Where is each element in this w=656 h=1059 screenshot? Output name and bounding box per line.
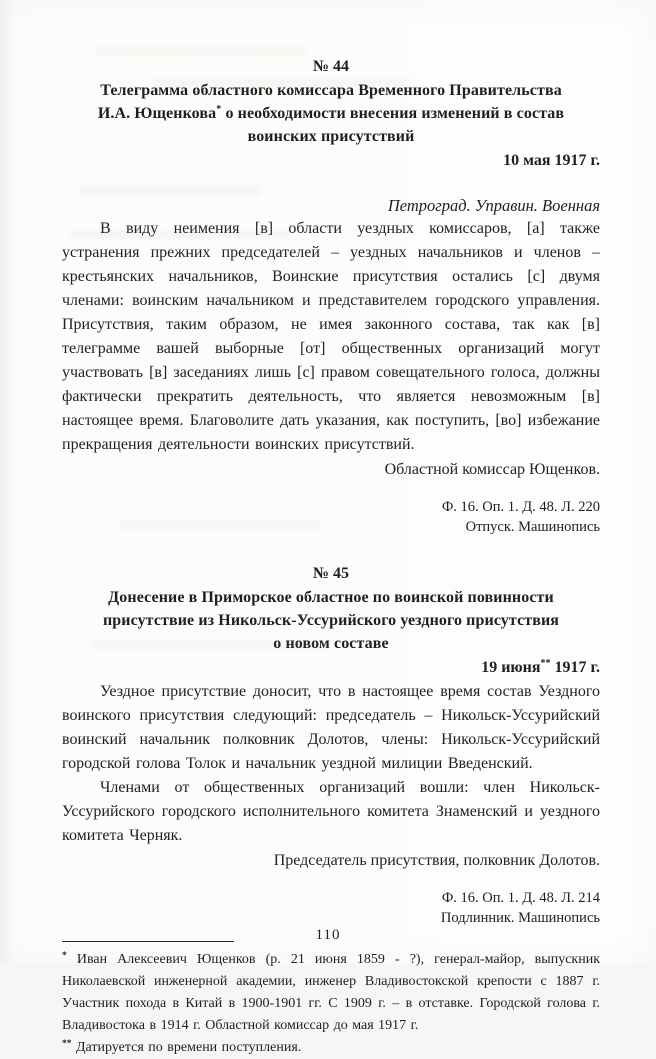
doc44-title-line2: И.А. Ющенкова	[97, 105, 217, 122]
doc44-addressee: Петроград. Управин. Военная	[387, 196, 600, 215]
footnote-1	[62, 949, 600, 1037]
doc44-body-paragraph: В виду неимения [в] области уездных комиссаров, [а] также устранения прежних председателей – уездных начальников и членов – крестьянских начальников, Воинские присутствия остались [с] двумя членами: воинским начальником и представителем городского управления. Присутствия, таким образом, не имея законного состава, так как [в] телеграмме вашей выборные [от] общественных организаций могут участвовать [в] заседаниях лишь [с] правом совещательного голоса, должны фактически прекратить деятельность, что является невозможным [в] настоящее время. Благоволите дать указания, как поступить, [во] избежание прекращения деятельности воинских присутствий.	[62, 220, 600, 453]
footnote-1-marker: *	[62, 951, 67, 961]
doc45-date	[62, 657, 600, 678]
doc44-archive-block	[62, 497, 600, 537]
doc45-doc-type: Подлинник. Машинопись	[440, 910, 600, 926]
doc45-number: № 45	[312, 565, 350, 582]
doc44-number: № 44	[312, 58, 350, 75]
footnotes-section	[62, 941, 600, 1059]
footnote-2	[62, 1037, 600, 1059]
doc44-doc-type: Отпуск. Машинопись	[465, 519, 600, 535]
doc45-body-paragraph-1: Уездное присутствие доносит, что в настоящее время состав Уездного воинского присутствия следующий: председатель – Никольск-Уссурийский воинский начальник полковник Долотов, члены: Никольск-Уссурийский городской голова Толок и начальник уездной милиции Введенский.	[62, 683, 600, 772]
doc45-title-line2: присутствие из Никольск-Уссурийского уездного присутствия	[102, 612, 560, 629]
doc45-title-line1: Донесение в Приморское областное по воинской повинности	[108, 589, 554, 606]
doc45-date-day: 19 июня	[481, 659, 541, 676]
doc45-title-line3: о новом составе	[273, 635, 389, 652]
doc45-archive-block	[62, 888, 600, 928]
doc44-date: 10 мая 1917 г.	[503, 152, 600, 169]
doc44-title-line3: воинских присутствий	[247, 128, 415, 145]
doc45-title	[62, 586, 600, 655]
doc45-signature: Председатель присутствия, полковник Долотов.	[273, 852, 600, 869]
doc44-archive-ref: Ф. 16. Оп. 1. Д. 48. Л. 220	[441, 499, 600, 515]
doc44-signature: Областной комиссар Ющенков.	[384, 461, 600, 478]
scan-artifact	[96, 46, 306, 56]
doc45-date-year: 1917 г.	[550, 659, 600, 676]
footnote-2-text: Датируется по времени поступления.	[71, 1040, 302, 1055]
footnote-marker-double-asterisk: **	[540, 658, 551, 669]
doc44-title	[62, 79, 600, 148]
page-number: 110	[315, 927, 341, 943]
doc45-archive-ref: Ф. 16. Оп. 1. Д. 48. Л. 214	[441, 890, 600, 906]
document-44	[62, 56, 600, 537]
doc45-body-paragraph-2: Членами от общественных организаций вошли: член Никольск-Уссурийского городского исполнительного комитета Знаменский и уездного комитета Черняк.	[62, 779, 600, 844]
doc44-title-line1: Телеграмма областного комиссара Временного Правительства	[100, 82, 562, 99]
document-45	[62, 563, 600, 928]
footnote-1-text: Иван Алексеевич Ющенков (р. 21 июня 1859 - ?), генерал-майор, выпускник Николаевской инженерной академии, инженер Владивостокской крепости с 1887 г. Участник похода в Китай в 1900-1901 гг. С 1909 г. – в отставке. Городской голова г. Владивостока в 1914 г. Областной комиссар до мая 1917 г.	[62, 952, 600, 1033]
doc44-title-line2-cont: о необходимости внесения изменений в состав	[221, 105, 565, 122]
footnote-2-marker: **	[62, 1039, 72, 1049]
footnote-marker-asterisk: *	[216, 104, 222, 115]
